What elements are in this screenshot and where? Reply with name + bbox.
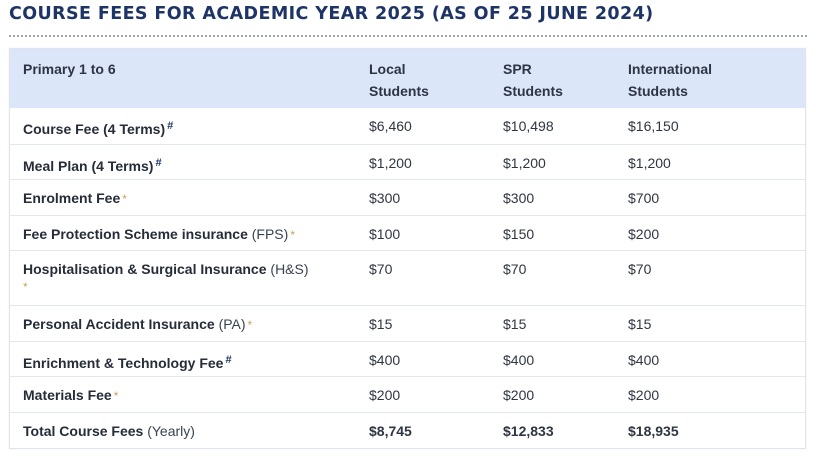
header-spr-line2: Students (503, 83, 563, 99)
total-label (10, 412, 356, 448)
row-label (10, 376, 356, 412)
row-label-text: Course Fee (4 Terms) (23, 121, 166, 137)
local-fee: $300 (356, 179, 490, 215)
international-fee: $400 (615, 341, 805, 376)
row-label (10, 144, 356, 179)
international-fee: $200 (615, 376, 805, 412)
hash-footnote-mark: # (167, 120, 174, 132)
total-label-text: Total Course Fees (23, 422, 144, 439)
header-intl-line1: International (628, 61, 713, 77)
row-label (10, 305, 356, 341)
header-intl-line2: Students (628, 83, 688, 99)
row-label (10, 341, 356, 376)
hash-footnote-mark: # (155, 156, 162, 169)
spr-fee: $200 (490, 376, 615, 412)
table-row (10, 341, 805, 376)
table-header-row (10, 49, 805, 108)
table-row (10, 250, 805, 305)
international-fee: $16,150 (615, 108, 805, 144)
local-fee: $1,200 (356, 144, 490, 179)
hash-footnote-mark: # (225, 353, 232, 366)
spr-fee: $150 (490, 215, 615, 250)
row-label-text: Enrolment Fee (23, 189, 121, 206)
row-label-text: Enrichment & Technology Fee (23, 354, 224, 371)
spr-fee: $10,498 (490, 108, 615, 144)
local-fee: $100 (356, 215, 490, 250)
header-local-line1: Local (369, 61, 406, 77)
local-fee: $70 (356, 250, 490, 305)
spr-fee: $400 (490, 341, 615, 376)
row-label-text: Meal Plan (4 Terms) (23, 157, 154, 174)
total-label-abbr: (Yearly) (147, 422, 195, 439)
total-international: $18,935 (628, 422, 679, 439)
star-footnote-mark: * (23, 279, 28, 294)
spr-fee: $1,200 (490, 144, 615, 179)
international-fee: $700 (615, 179, 805, 215)
table-row (10, 376, 805, 412)
spr-fee: $15 (490, 305, 615, 341)
star-footnote-mark: * (290, 227, 295, 242)
star-footnote-mark: * (122, 191, 127, 206)
row-label (10, 108, 356, 144)
table-row (10, 179, 805, 215)
row-label-text: Personal Accident Insurance (23, 315, 215, 332)
header-local-students (356, 49, 490, 108)
international-fee: $70 (615, 250, 805, 305)
table-row (10, 215, 805, 250)
row-label-abbr: (PA) (218, 315, 246, 332)
header-spr-line1: SPR (503, 61, 532, 77)
table-row (10, 305, 805, 341)
row-label-text: Fee Protection Scheme insurance (23, 225, 248, 242)
total-local: $8,745 (369, 422, 412, 439)
page-title: COURSE FEES FOR ACADEMIC YEAR 2025 (AS OF 25 JUNE 2024) (9, 4, 654, 24)
total-spr: $12,833 (503, 422, 554, 439)
header-international-students (615, 49, 805, 108)
header-level: Primary 1 to 6 (23, 61, 116, 77)
row-label-abbr: (H&S) (270, 260, 309, 277)
header-local-line2: Students (369, 83, 429, 99)
local-fee: $6,460 (356, 108, 490, 144)
local-fee: $200 (356, 376, 490, 412)
row-label (10, 215, 356, 250)
row-label-text: Materials Fee (23, 386, 112, 403)
local-fee: $400 (356, 341, 490, 376)
table-row (10, 108, 805, 144)
row-label (10, 179, 356, 215)
fee-table-container (9, 48, 806, 449)
row-label-text: Hospitalisation & Surgical Insurance (23, 260, 267, 277)
spr-fee: $70 (490, 250, 615, 305)
title-divider (9, 35, 807, 37)
local-fee: $15 (356, 305, 490, 341)
spr-fee: $300 (490, 179, 615, 215)
international-fee: $200 (615, 215, 805, 250)
star-footnote-mark: * (247, 317, 253, 332)
fee-table (10, 49, 805, 448)
international-fee: $1,200 (615, 144, 805, 179)
international-fee: $15 (615, 305, 805, 341)
table-row (10, 144, 805, 179)
star-footnote-mark: * (113, 388, 119, 403)
total-row (10, 412, 805, 448)
row-label-abbr: (FPS) (251, 225, 289, 242)
row-label (10, 250, 356, 305)
header-spr-students (490, 49, 615, 108)
